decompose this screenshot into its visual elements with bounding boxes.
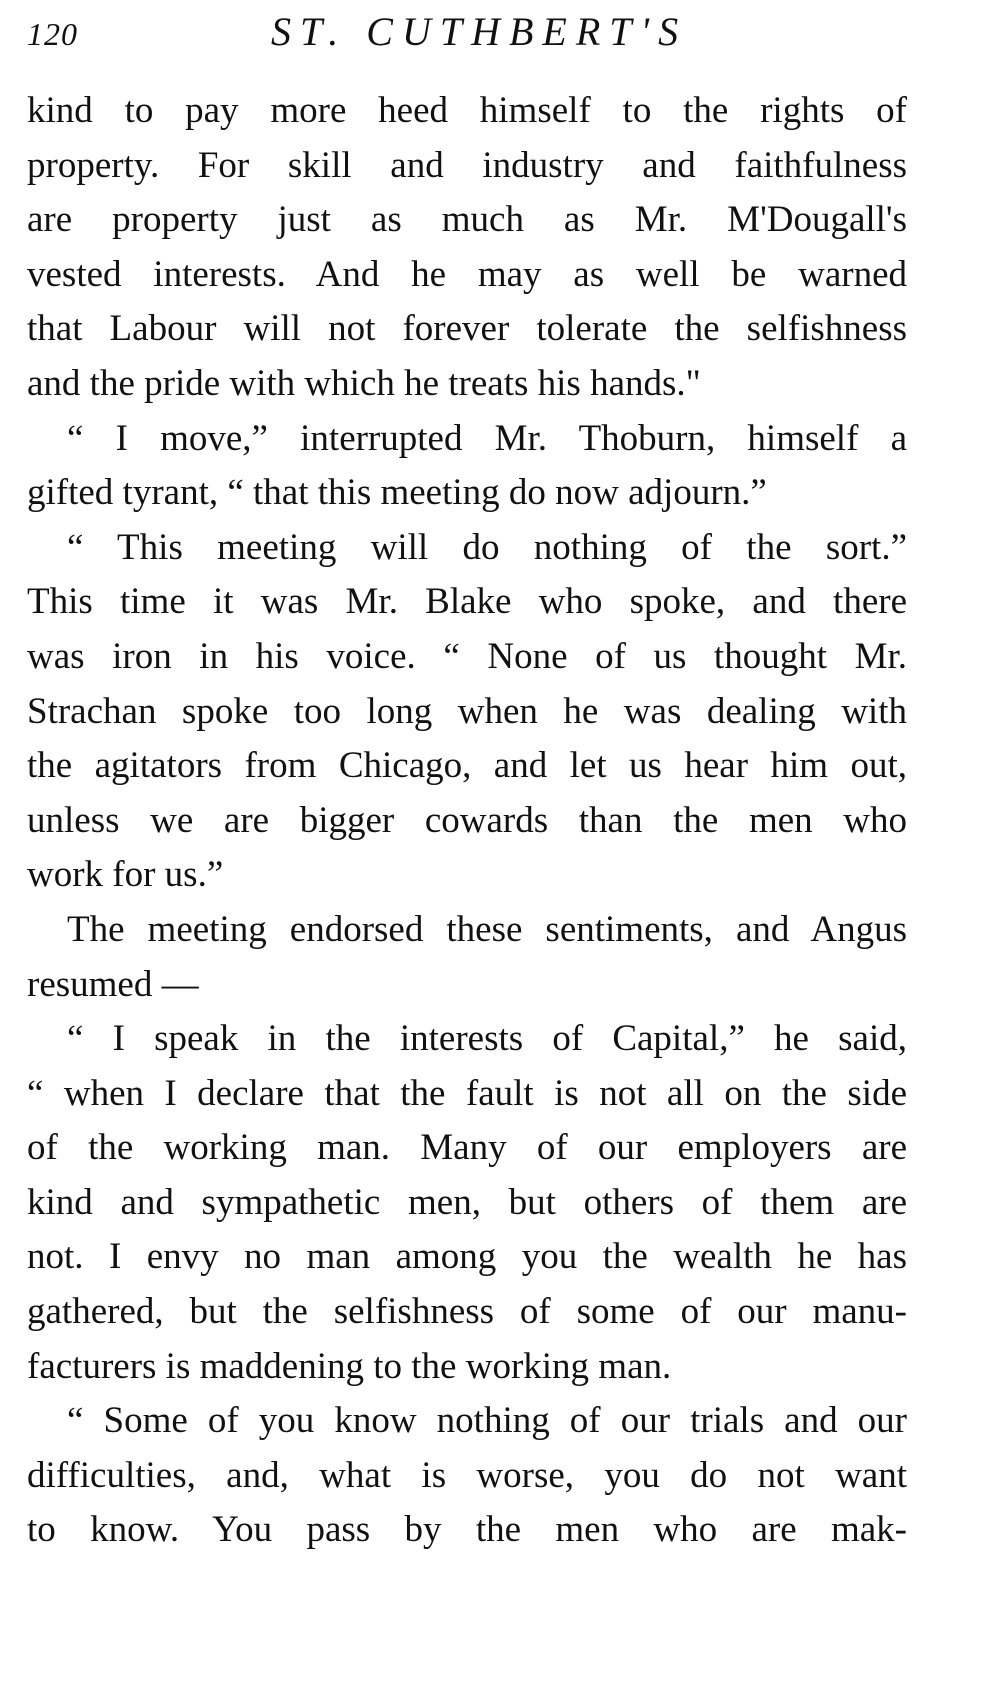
text-line: of the working man. Many of our employers are — [27, 1127, 907, 1169]
page-number: 120 — [27, 16, 78, 52]
text-line: are property just as much as Mr. M'Dougall's — [27, 199, 907, 241]
page-header — [27, 0, 907, 88]
text-line: This time it was Mr. Blake who spoke, and there — [27, 581, 907, 623]
text-line: vested interests. And he may as well be warned — [27, 253, 907, 295]
text-line: “ This meeting will do nothing of the sort.” — [67, 526, 907, 568]
text-line: “ when I declare that the fault is not all on the side — [27, 1072, 907, 1114]
text-line: work for us.” — [27, 854, 224, 896]
text-line: kind to pay more heed himself to the rights of — [27, 90, 907, 131]
text-line: not. I envy no man among you the wealth he has — [27, 1236, 907, 1278]
text-line: gifted tyrant, “ that this meeting do now adjourn.” — [27, 472, 767, 514]
text-line: the agitators from Chicago, and let us hear him out, — [27, 745, 907, 787]
book-page — [27, 0, 907, 1551]
text-line: “ I speak in the interests of Capital,” he said, — [67, 1018, 907, 1060]
text-line: and the pride with which he treats his hands." — [27, 362, 701, 404]
body-text — [27, 84, 907, 1558]
text-line: unless we are bigger cowards than the men who — [27, 799, 907, 841]
text-line: The meeting endorsed these sentiments, and Angus — [67, 908, 907, 950]
text-line: gathered, but the selfishness of some of our manu- — [27, 1291, 907, 1333]
text-line: kind and sympathetic men, but others of them are — [27, 1181, 907, 1223]
text-line: resumed — — [27, 963, 199, 1005]
text-line: difficulties, and, what is worse, you do not want — [27, 1454, 907, 1496]
text-line: “ Some of you know nothing of our trials and our — [67, 1400, 907, 1442]
text-line: facturers is maddening to the working man. — [27, 1345, 672, 1387]
text-line: Strachan spoke too long when he was dealing with — [27, 690, 907, 732]
text-line: property. For skill and industry and faithfulness — [27, 144, 907, 186]
text-line: was iron in his voice. “ None of us thought Mr. — [27, 635, 907, 677]
text-line: “ I move,” interrupted Mr. Thoburn, himself a — [67, 417, 907, 459]
running-head: ST. CUTHBERT'S — [271, 9, 688, 54]
text-line: that Labour will not forever tolerate the selfishness — [27, 308, 907, 350]
text-line: to know. You pass by the men who are mak- — [27, 1509, 907, 1551]
